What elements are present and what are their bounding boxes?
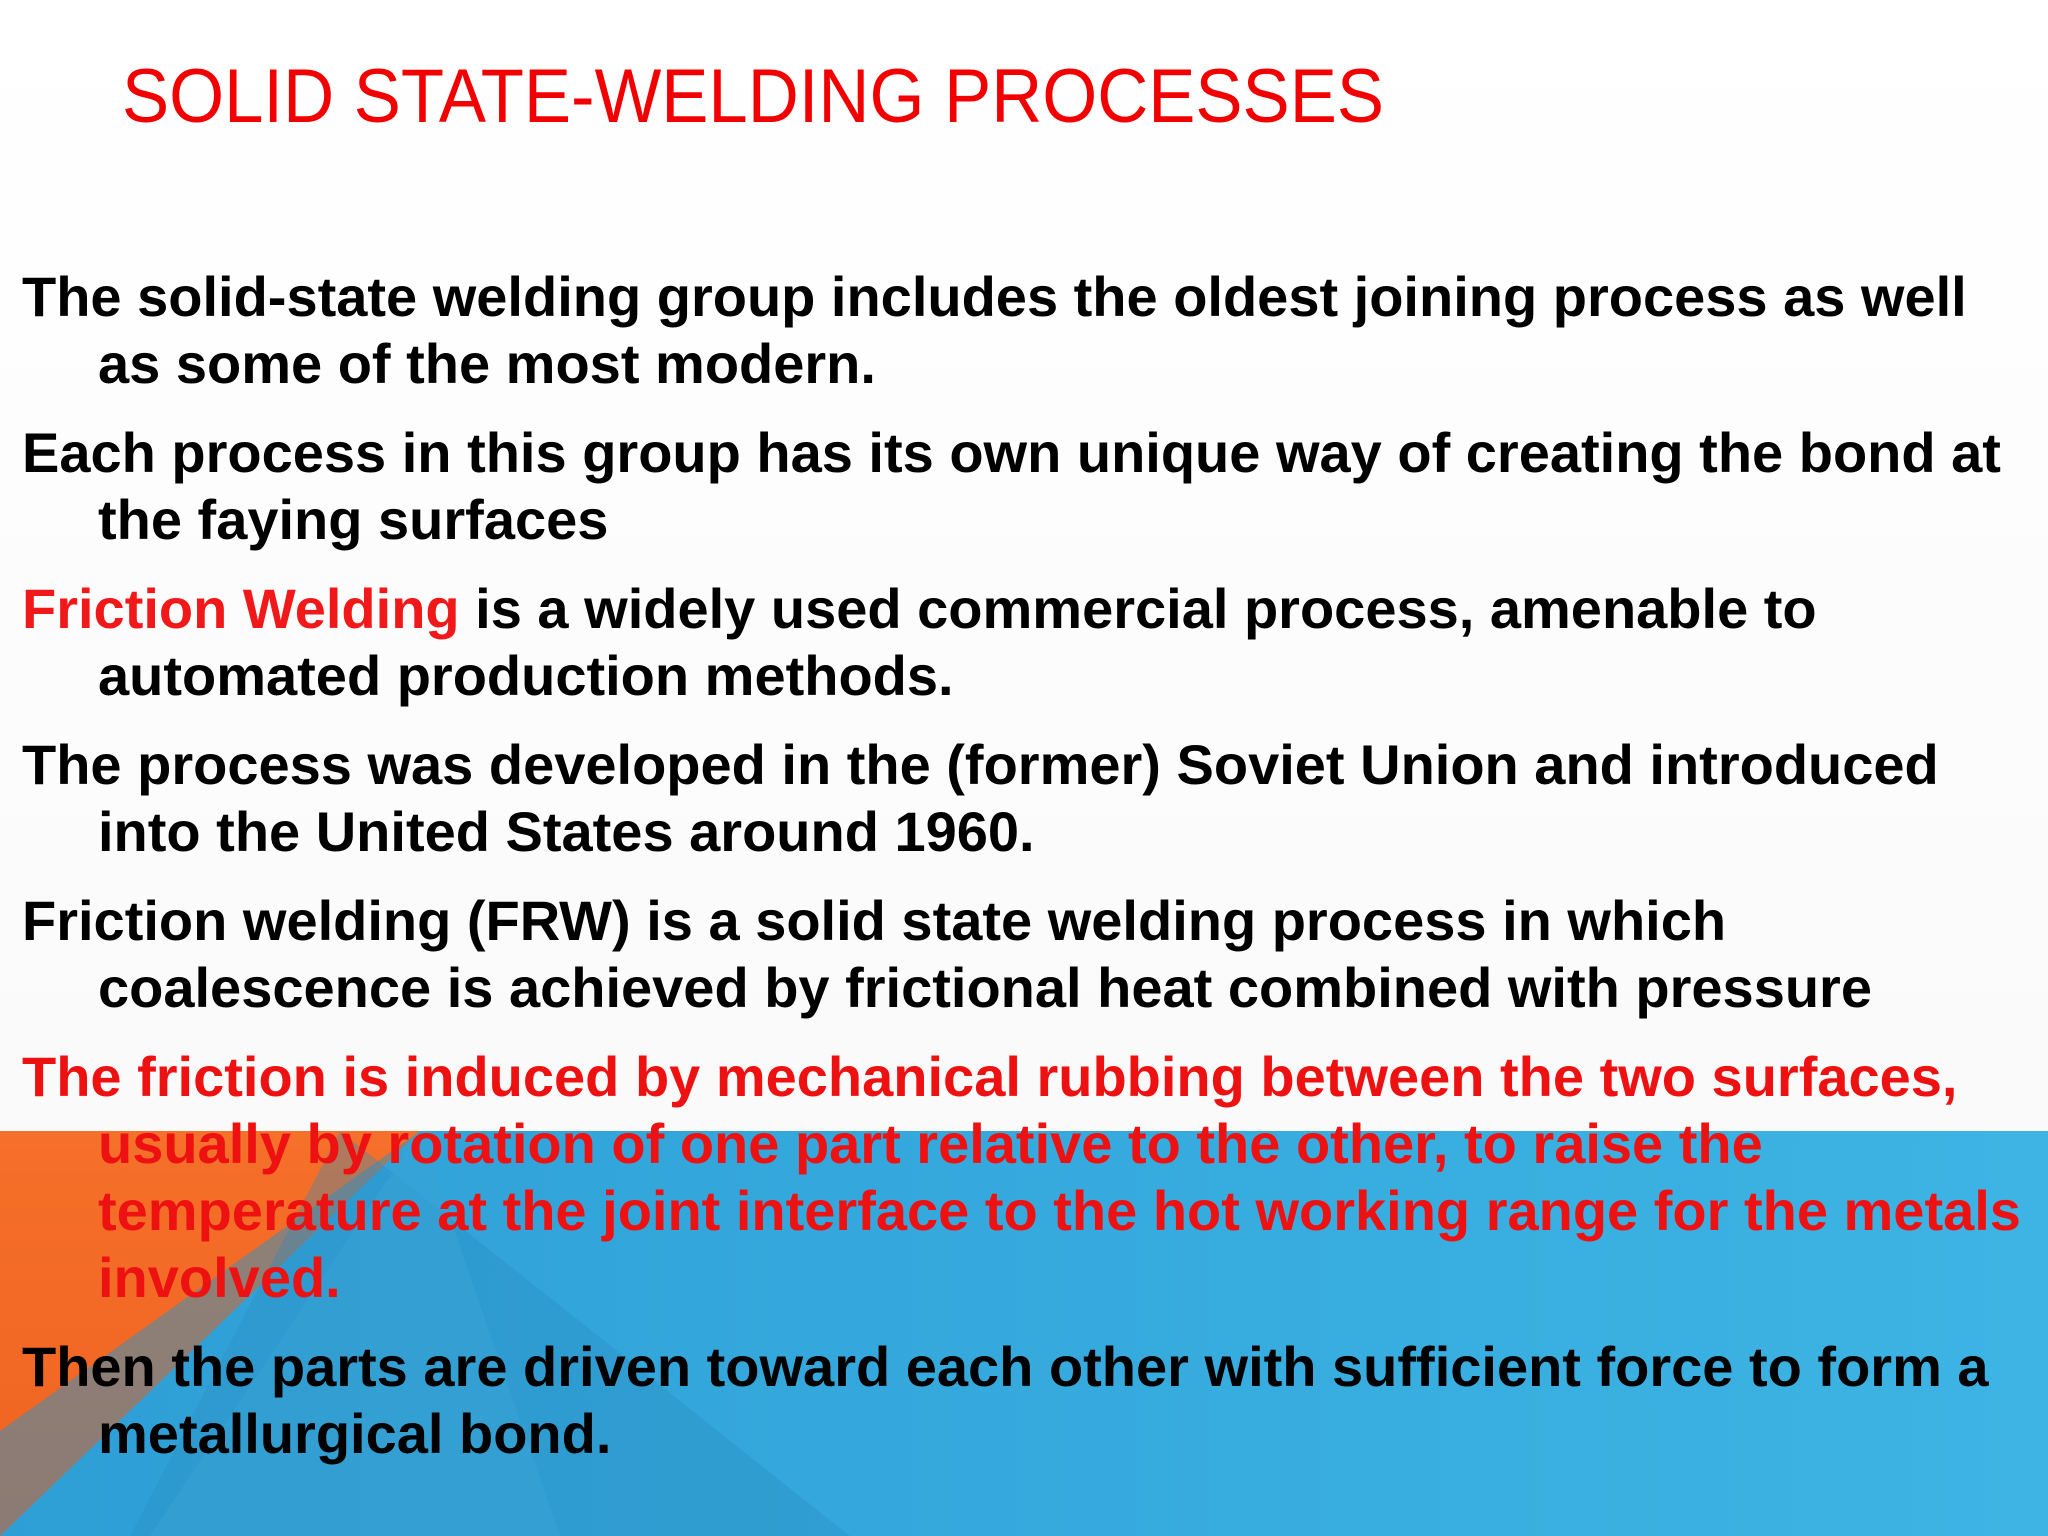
- paragraph-5: Friction welding (FRW) is a solid state welding process in which coalescence is achieved by frictional heat combined with pressure: [22, 889, 1872, 1019]
- slide-body: [22, 263, 2032, 1489]
- friction-welding-highlight: Friction Welding: [22, 577, 460, 640]
- paragraph-1: The solid-state welding group includes the oldest joining process as well as some of the most modern.: [22, 265, 1967, 395]
- slide-title: SOLID STATE-WELDING PROCESSES: [122, 54, 1384, 139]
- paragraph-3: [22, 575, 2032, 709]
- paragraph-7: Then the parts are driven toward each other with sufficient force to form a metallurgical bond.: [22, 1335, 1989, 1465]
- paragraph-3-text: is a widely used commercial process, amenable to automated production methods.: [98, 577, 1817, 707]
- paragraph-4: The process was developed in the (former) Soviet Union and introduced into the United States around 1960.: [22, 733, 1939, 863]
- paragraph-2: Each process in this group has its own unique way of creating the bond at the faying surfaces: [22, 421, 2001, 551]
- paragraph-6: The friction is induced by mechanical rubbing between the two surfaces, usually by rotation of one part relative to the other, to raise the temperature at the joint interface to the hot working range for the metals involved.: [22, 1045, 2021, 1309]
